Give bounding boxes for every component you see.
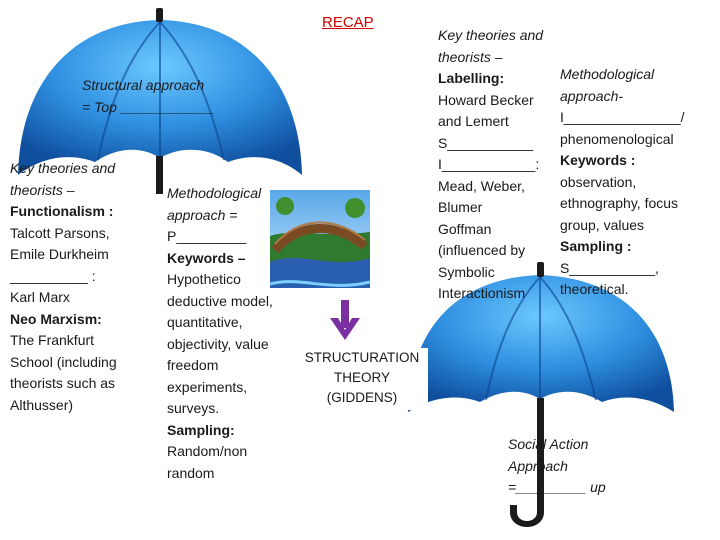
text-line: Mead, Weber, <box>438 177 525 194</box>
column-heading-line: approach = <box>167 206 238 223</box>
column-heading-line: Methodological <box>560 66 655 82</box>
text-line: deductive model, <box>167 292 273 309</box>
action-method-list <box>560 107 685 301</box>
action-theorists-heading <box>438 25 543 68</box>
column-heading-line: theorists – <box>10 181 75 198</box>
text-line: freedom <box>167 357 219 373</box>
text-line: School (including <box>10 353 117 370</box>
structural-approach-heading <box>82 75 214 118</box>
recap-link[interactable]: RECAP <box>322 14 374 31</box>
action-method-heading <box>560 64 685 107</box>
column-heading-line: Methodological <box>167 185 262 201</box>
text-line: surveys. <box>167 400 220 416</box>
structural-theorists-column <box>10 158 117 416</box>
structuration-line: STRUCTURATION <box>304 350 420 365</box>
action-theorists-column <box>438 25 543 305</box>
structural-method-column <box>167 183 273 484</box>
text-line: experiments, <box>167 378 248 395</box>
text-line: and Lemert <box>438 113 509 129</box>
text-line: quantitative, <box>167 314 243 330</box>
text-line: Labelling: <box>438 70 505 86</box>
text-line: I____________: <box>438 156 540 172</box>
column-heading-line: Key theories and <box>10 160 116 176</box>
text-line: Sampling: <box>167 421 235 438</box>
structuration-theory-box <box>296 348 428 410</box>
action-theorists-list <box>438 68 543 305</box>
structural-theorists-heading <box>10 158 117 201</box>
text-line: Symbolic <box>438 263 495 280</box>
text-line: theoretical. <box>560 281 629 297</box>
text-line: Random/non <box>167 443 248 459</box>
text-line: random <box>167 464 215 481</box>
text-line: phenomenological <box>560 130 674 147</box>
social-action-heading-line: Social Action <box>508 436 589 452</box>
text-line: objectivity, value <box>167 335 269 352</box>
action-method-column <box>560 64 685 301</box>
structural-heading-line: Structural approach <box>82 77 205 93</box>
bridge-picture <box>270 190 370 288</box>
text-line: Howard Becker <box>438 91 534 108</box>
column-heading-line: approach- <box>560 87 624 104</box>
text-line: Talcott Parsons, <box>10 224 110 241</box>
text-line: Blumer <box>438 199 483 215</box>
text-line: Neo Marxism: <box>10 310 102 327</box>
text-line: Emile Durkheim <box>10 246 109 262</box>
text-line: group, values <box>560 216 645 233</box>
text-line: Functionalism : <box>10 203 114 219</box>
structural-method-list <box>167 226 273 484</box>
down-arrow-icon <box>330 300 360 340</box>
social-action-heading-line: Approach <box>508 457 568 474</box>
structural-theorists-list <box>10 201 117 416</box>
social-action-heading-line: =_________ up <box>508 479 606 495</box>
text-line: Sampling : <box>560 238 632 254</box>
text-line: S___________, <box>560 259 659 276</box>
text-line: theorists such as <box>10 375 116 391</box>
column-heading-line: Key theories and <box>438 27 544 43</box>
text-line: I_______________/ <box>560 109 685 125</box>
text-line: Goffman <box>438 220 492 237</box>
text-line: Hypothetico <box>167 271 241 287</box>
structuration-line: THEORY <box>333 370 390 385</box>
text-line: ethnography, focus <box>560 195 679 211</box>
text-line: Karl Marx <box>10 289 70 305</box>
structuration-line: (GIDDENS) <box>326 390 398 405</box>
structural-heading-line: = Top ____________ <box>82 98 215 115</box>
text-line: S___________ <box>438 134 533 151</box>
text-line: observation, <box>560 173 637 190</box>
column-heading-line: theorists – <box>438 48 503 65</box>
structural-method-heading <box>167 183 273 226</box>
text-line: (influenced by <box>438 242 526 258</box>
text-line: Interactionism <box>438 285 526 301</box>
text-line: Keywords : <box>560 152 636 168</box>
text-line: __________ : <box>10 267 96 284</box>
text-line: P_________ <box>167 228 247 244</box>
text-line: Althusser) <box>10 396 74 413</box>
social-action-heading <box>508 434 606 499</box>
text-line: Keywords – <box>167 249 246 266</box>
text-line: The Frankfurt <box>10 332 95 348</box>
